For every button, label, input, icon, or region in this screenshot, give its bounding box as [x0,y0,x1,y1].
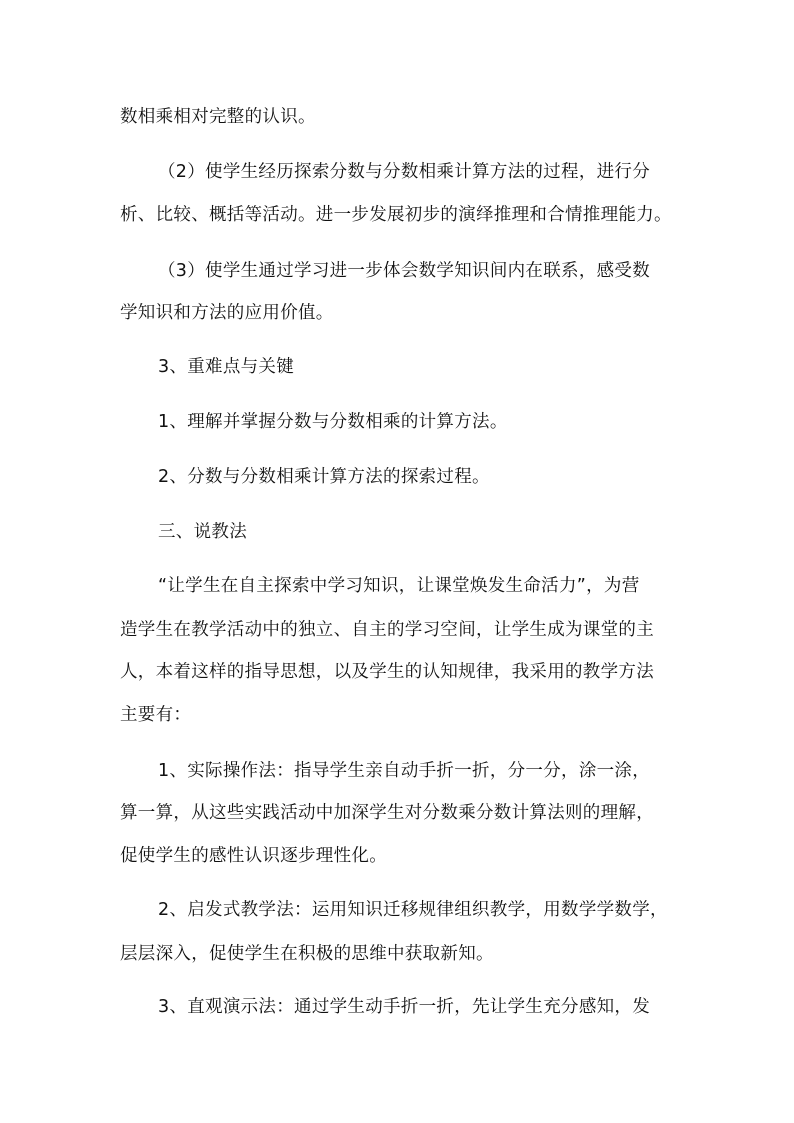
paragraph-line: “让学生在自主探索中学习知识，让课堂焕发生命活力”，为营 [158,576,640,596]
paragraph-line: 数相乘相对完整的认识。 [120,107,316,127]
paragraph-line: 学知识和方法的应用价值。 [120,303,334,323]
paragraph-line: 层层深入，促使学生在积极的思维中获取新知。 [120,944,494,964]
paragraph-line: 促使学生的感性认识逐步理性化。 [120,846,387,866]
paragraph-line: 析、比较、概括等活动。进一步发展初步的演绎推理和合情推理能力。 [120,205,672,225]
paragraph-line: 算一算，从这些实践活动中加深学生对分数乘分数计算法则的理解， [120,803,654,823]
section-heading: 3、重难点与关键 [158,357,295,377]
list-item: 2、分数与分数相乘计算方法的探索过程。 [158,467,490,487]
list-item: 3、直观演示法：通过学生动手折一折，先让学生充分感知，发 [158,997,651,1017]
paragraph-line: （3）使学生通过学习进一步体会数学知识间内在联系，感受数 [158,261,651,281]
list-item: 1、实际操作法：指导学生亲自动手折一折，分一分，涂一涂， [158,761,651,781]
section-heading: 三、说教法 [158,522,247,542]
paragraph-line: （2）使学生经历探索分数与分数相乘计算方法的过程，进行分 [158,162,651,182]
paragraph-line: 造学生在教学活动中的独立、自主的学习空间，让学生成为课堂的主 [120,620,654,640]
paragraph-line: 主要有： [120,705,192,725]
paragraph-line: 人，本着这样的指导思想，以及学生的认知规律，我采用的教学方法 [120,662,654,682]
list-item: 2、启发式教学法：运用知识迁移规律组织教学，用数学学数学， [158,900,668,920]
list-item: 1、理解并掌握分数与分数相乘的计算方法。 [158,412,508,432]
